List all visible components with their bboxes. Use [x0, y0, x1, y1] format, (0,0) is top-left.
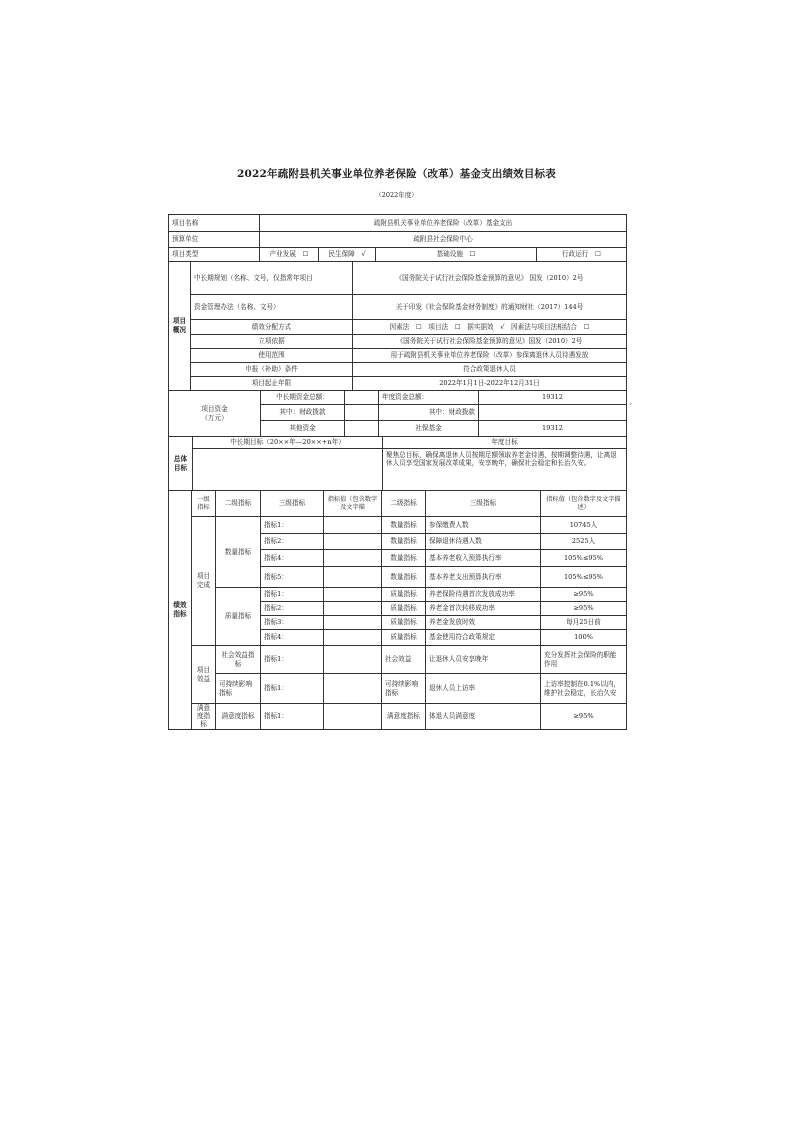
mid-total-label: 中长期资金总额： [261, 391, 345, 405]
overview-row-value: 《国务院关于试行社会保险基金预算的意见》 国发（2010）2号 [353, 262, 627, 295]
indicator-row-mid: 指标3： [261, 616, 324, 630]
benefit-row-val: 上访率控制在0.1%以内，维护社会稳定，长治久安 [541, 674, 627, 704]
year-goal-text: 聚焦总目标，确保离退休人员按期足额领取养老金待遇，按期调整待遇，让离退休人员享受国家发展改革成果，安享晚年，确保社会稳定和长治久安。 [383, 449, 627, 491]
overview-row-value: 《国务院关于试行社会保险基金预算的意见》国发（2010）2号 [353, 335, 627, 349]
quality-indicator-label: 质量指标 [216, 588, 261, 646]
year-fiscal-value [479, 405, 627, 421]
indicator-row-midval [324, 602, 382, 616]
overview-row-value: 因素法 ☐ 项目法 ☐ 据实据效 √ 因素法与项目法相结合 ☐ [353, 320, 627, 335]
overview-row-value: 关于印发《社会保险基金财务制度》的通知财社（2017）144号 [353, 295, 627, 320]
social-fund-value: 19312 [479, 421, 627, 437]
indicator-row-midval [324, 567, 382, 588]
benefit-row-mid: 指标1： [261, 646, 324, 674]
year-total-label: 年度资金总额： [379, 391, 479, 405]
type-option-livelihood: 民生保障 √ [319, 248, 376, 262]
year-goal-header: 年度目标 [383, 437, 627, 449]
indicator-row-val: 100% [541, 630, 627, 646]
indicator-row-val: 2525人 [541, 534, 627, 550]
indicator-row-midval [324, 630, 382, 646]
indicator-row-l2: 质量指标 [382, 602, 426, 616]
type-option-industry: 产业发展 ☐ [260, 248, 319, 262]
mid-goal-text [193, 449, 383, 491]
overview-row-value: 符合政策退休人员 [353, 363, 627, 377]
indicator-row-mid: 指标4： [261, 550, 324, 567]
year-total-value: 19312 [479, 391, 627, 405]
overview-row-label: 使用范围 [191, 349, 353, 363]
indicator-row-midval [324, 517, 382, 534]
satisfaction-val: ≥95% [541, 704, 627, 730]
satisfaction-mid: 指标1： [261, 704, 324, 730]
indicator-row-val: 10745人 [541, 517, 627, 534]
benefit-row-l2: 社会效益指标 [216, 646, 261, 674]
indicator-row-l3: 养老金发放时效 [426, 616, 541, 630]
mid-goal-header: 中长期目标（20××年—20××+n年） [193, 437, 383, 449]
satisfaction-l2: 满意度指标 [216, 704, 261, 730]
quantity-indicator-label: 数量指标 [216, 517, 261, 588]
mid-fiscal-label: 其中：财政拨款 [261, 405, 345, 421]
header-level2b: 二级指标 [382, 491, 426, 517]
benefit-row-midval [324, 646, 382, 674]
benefit-row-l2b: 可持续影响指标 [382, 674, 426, 704]
indicator-row-midval [324, 550, 382, 567]
indicator-row-l3: 养老金首次转移成功率 [426, 602, 541, 616]
satisfaction-midval [324, 704, 382, 730]
indicator-row-mid: 指标5： [261, 567, 324, 588]
indicator-row-l2: 质量指标 [382, 588, 426, 602]
indicator-row-mid: 指标1： [261, 588, 324, 602]
indicator-row-l2: 质量指标 [382, 616, 426, 630]
budget-unit-label: 预算单位 [169, 232, 260, 248]
indicator-row-l3: 养老保险待遇首次发放成功率 [426, 588, 541, 602]
overview-row-value: 2022年1月1日-2022年12月31日 [353, 377, 627, 391]
header-valueb: 指标值（包含数字及文字描述） [541, 491, 627, 517]
funds-table [168, 390, 627, 437]
other-funds-label: 其他资金 [261, 421, 345, 437]
indicator-row-l3: 基本养老支出预算执行率 [426, 567, 541, 588]
overview-row-label: 中长期规划（名称、文号，仅指常年项目 [191, 262, 353, 295]
overview-row-label: 申报（补助）条件 [191, 363, 353, 377]
indicator-row-l2: 数量指标 [382, 567, 426, 588]
benefit-row-l3: 退休人员上访率 [426, 674, 541, 704]
goals-section-label: 总体目标 [169, 437, 193, 491]
overview-row-label: 绩效分配方式 [191, 320, 353, 335]
indicator-row-l3: 基金使用符合政策规定 [426, 630, 541, 646]
funds-label-line2: （万元） [201, 413, 228, 422]
indicator-row-midval [324, 616, 382, 630]
scan-mark: ˊ [628, 404, 633, 414]
year-fiscal-label: 其中：财政拨款 [379, 405, 479, 421]
indicator-row-l2: 数量指标 [382, 517, 426, 534]
overview-row-label: 资金管理办法（名称、文号） [191, 295, 353, 320]
indicator-row-val: ≥95% [541, 588, 627, 602]
overview-row-label: 立项依据 [191, 335, 353, 349]
benefit-row-midval [324, 674, 382, 704]
indicator-row-l2: 质量指标 [382, 630, 426, 646]
benefit-row-mid: 指标1： [261, 674, 324, 704]
budget-unit-value: 疏附县社会保险中心 [260, 232, 627, 248]
satisfaction-l3: 体退人员满意度 [426, 704, 541, 730]
project-name-value: 疏附县机关事业单位养老保险（改革）基金支出 [260, 215, 627, 232]
header-level3: 三级指标 [261, 491, 324, 517]
benefit-row-l2b: 社会效益 [382, 646, 426, 674]
indicator-row-l3: 保障退休待遇人数 [426, 534, 541, 550]
indicator-row-l2: 数量指标 [382, 550, 426, 567]
group-project-completion: 项目完成 [192, 517, 216, 646]
benefit-row-l3: 让退休人员安享晚年 [426, 646, 541, 674]
project-type-label: 项目类型 [169, 248, 260, 262]
indicator-row-mid: 指标2： [261, 534, 324, 550]
header-level1: 一级指标 [192, 491, 216, 517]
goals-table [168, 436, 627, 491]
indicator-row-l3: 基本养老收入预算执行率 [426, 550, 541, 567]
type-option-admin: 行政运行 ☐ [537, 248, 627, 262]
overview-section-label: 项目概况 [169, 262, 191, 391]
document-title: 2022年疏附县机关事业单位养老保险（改革）基金支出绩效目标表 [237, 168, 556, 180]
overview-row-label: 项目起止年限 [191, 377, 353, 391]
header-level2: 二级指标 [216, 491, 261, 517]
funds-section-label [169, 391, 261, 437]
social-fund-label: 社保基金 [379, 421, 479, 437]
satisfaction-l2b: 满意度指标 [382, 704, 426, 730]
indicator-row-val: 每月25日前 [541, 616, 627, 630]
benefit-row-val: 充分发挥社会保险的职能作用 [541, 646, 627, 674]
group-project-benefit: 项目效益 [192, 646, 216, 704]
indicator-row-mid: 指标4： [261, 630, 324, 646]
overview-table [168, 261, 627, 391]
project-name-label: 项目名称 [169, 215, 260, 232]
document-subtitle: （2022年度） [375, 191, 418, 199]
indicator-row-mid: 指标2： [261, 602, 324, 616]
indicators-table [168, 490, 627, 730]
indicator-row-midval [324, 588, 382, 602]
indicator-row-midval [324, 534, 382, 550]
indicator-row-l2: 数量指标 [382, 534, 426, 550]
funds-label-line1: 项目资金 [201, 405, 228, 414]
indicator-row-val: 105%≤95% [541, 550, 627, 567]
indicator-row-l3: 参保缴费人数 [426, 517, 541, 534]
indicator-row-mid: 指标1： [261, 517, 324, 534]
satisfaction-l1: 满意度指标 [192, 704, 216, 730]
header-value: 指标值（包含数字及文字描 [324, 491, 382, 517]
project-info-table [168, 214, 627, 262]
indicator-row-val: ≥95% [541, 602, 627, 616]
indicator-row-val: 105%≤95% [541, 567, 627, 588]
header-level3b: 三级指标 [426, 491, 541, 517]
type-option-infrastructure: 基础设施 ☐ [376, 248, 537, 262]
indicators-section-label: 绩效指标 [169, 491, 192, 730]
benefit-row-l2: 可持续影响指标 [216, 674, 261, 704]
overview-row-value: 用于疏附县机关事业单位养老保险（改革）参保离退休人员待遇发放 [353, 349, 627, 363]
